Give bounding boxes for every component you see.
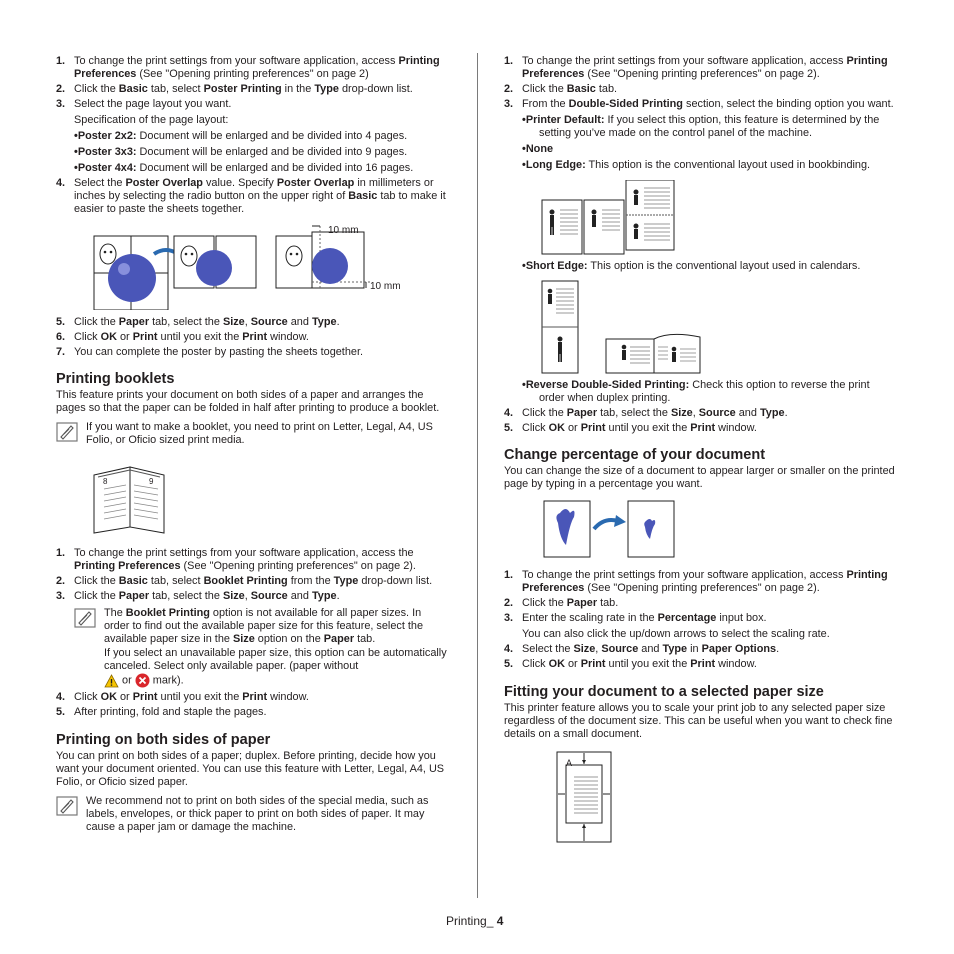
- text: ,: [692, 407, 699, 419]
- fitting-illustration: [556, 751, 612, 843]
- ui-term: Type: [662, 643, 688, 655]
- right-column: [504, 53, 896, 843]
- text: The: [104, 607, 126, 619]
- step-number: 5.: [504, 658, 514, 670]
- text: until you exit the: [157, 331, 243, 343]
- text: or: [116, 691, 133, 703]
- text: Click: [74, 691, 101, 703]
- text: tab.: [597, 597, 619, 609]
- booklet-step-1: [56, 547, 448, 573]
- ui-term: Print: [580, 658, 606, 670]
- text: Check this option to reverse the print order when duplex printing.: [539, 379, 870, 404]
- text: ,: [244, 316, 251, 328]
- step-number: 5.: [56, 706, 66, 718]
- long-edge-illustration: [540, 180, 680, 256]
- text: in millimeters or inches by selecting the radio button on the upper right of: [74, 177, 434, 202]
- both-sides-heading: Printing on both sides of paper: [56, 732, 271, 748]
- option-name: •Poster 2x2:: [74, 130, 137, 142]
- overlap-label-right: 10 mm: [370, 281, 401, 292]
- ui-term: Double-Sided Printing: [568, 98, 683, 110]
- text: Click: [74, 331, 101, 343]
- text: .: [776, 643, 780, 655]
- text: You can complete the poster by pasting the sheets together.: [74, 346, 363, 358]
- booklet-step-3: [56, 590, 448, 603]
- ui-term: Basic: [566, 83, 596, 95]
- step-number: 1.: [504, 569, 514, 581]
- both-sides-intro: You can print on both sides of a paper; duplex. Before printing, decide how you want your document oriented. You can use this feature with Letter, Legal, A4, US Folio, or Oficio sized paper.: [56, 750, 445, 788]
- text: Click the: [522, 597, 567, 609]
- ui-term: Basic: [118, 83, 148, 95]
- step-number: 1.: [56, 547, 66, 559]
- text: To change the print settings from your software application, access the: [74, 547, 414, 559]
- layout-spec-label: Specification of the page layout:: [74, 114, 229, 126]
- option-name: •Long Edge:: [522, 159, 586, 171]
- ui-term: Percentage: [657, 612, 717, 624]
- text: Click: [522, 658, 549, 670]
- ui-term: Print: [132, 331, 158, 343]
- ui-term: Print: [242, 331, 268, 343]
- text: (See "Opening printing preferences" on page 2).: [584, 68, 820, 80]
- poster-step-2: [56, 83, 448, 96]
- ui-term: Booklet Printing: [203, 575, 288, 587]
- poster-step-5: [56, 316, 448, 329]
- duplex-step-4: [504, 407, 896, 420]
- text: tab.: [595, 83, 618, 95]
- step-number: 2.: [56, 575, 66, 587]
- both-sides-note: [56, 795, 448, 834]
- option-name: •None: [522, 143, 554, 155]
- option-name: •Poster 3x3:: [74, 146, 137, 158]
- ui-term: Paper: [118, 316, 150, 328]
- text: Click the: [74, 83, 119, 95]
- percentage-step-1: [504, 569, 896, 595]
- percentage-heading: Change percentage of your document: [504, 447, 766, 463]
- text: Select the: [74, 177, 126, 189]
- duplex-step-3: [504, 98, 896, 111]
- booklet-step-5: [56, 706, 448, 719]
- ui-term: Size: [573, 643, 596, 655]
- step-number: 2.: [504, 83, 514, 95]
- booklet-step-2: [56, 575, 448, 588]
- ui-term: OK: [548, 422, 565, 434]
- text: This option is the conventional layout used in bookbinding.: [585, 159, 871, 171]
- note-icon: [56, 796, 78, 816]
- text: until you exit the: [157, 691, 243, 703]
- poster-3x3-item: [56, 146, 448, 159]
- percentage-illustration: [542, 499, 682, 559]
- long-edge-option: [504, 159, 896, 172]
- text: and: [735, 407, 760, 419]
- text: Document will be enlarged and be divided into 16 pages.: [136, 162, 414, 174]
- ui-term: Size: [232, 633, 255, 645]
- duplex-step-2: [504, 83, 896, 96]
- text: section, select the binding option you want.: [682, 98, 894, 110]
- option-name: •Printer Default:: [522, 114, 605, 126]
- poster-4x4-item: [56, 162, 448, 175]
- step-number: 4.: [504, 407, 514, 419]
- step-number: 1.: [504, 55, 514, 67]
- ui-term: Basic: [348, 190, 378, 202]
- long-edge-figure: [540, 180, 896, 256]
- text: mark).: [149, 674, 184, 687]
- fitting-page-letter: A: [566, 758, 573, 768]
- step-number: 6.: [56, 331, 66, 343]
- poster-step-1: [56, 55, 448, 81]
- ui-term: OK: [100, 691, 117, 703]
- text: or: [564, 658, 581, 670]
- poster-step-6: [56, 331, 448, 344]
- text: (See "Opening printing preferences" on page 2).: [180, 560, 416, 572]
- text: (See "Opening printing preferences" on page 2): [136, 68, 369, 80]
- percentage-figure: [542, 499, 896, 559]
- overlap-label-top: 10 mm: [328, 225, 359, 236]
- poster-assembled: [94, 236, 168, 310]
- ui-term: Size: [222, 590, 245, 602]
- ui-term: Printing Preferences: [74, 55, 440, 80]
- text: (See "Opening printing preferences" on page 2).: [584, 582, 820, 594]
- ui-term: Print: [580, 422, 606, 434]
- short-edge-illustration: [540, 279, 710, 375]
- text: option is not available for all paper sizes. In order to find out the available paper size for this feature, select the available paper size in the: [104, 607, 424, 645]
- fitting-figure: [556, 751, 896, 843]
- step-number: 7.: [56, 346, 66, 358]
- text: Select the page layout you want.: [74, 98, 232, 110]
- text: Click the: [522, 83, 567, 95]
- ui-term: Print: [690, 422, 716, 434]
- ui-term: OK: [548, 658, 565, 670]
- text: tab, select the: [597, 407, 671, 419]
- text: and: [638, 643, 663, 655]
- ui-term: Source: [250, 590, 288, 602]
- ui-term: Poster Overlap: [125, 177, 203, 189]
- poster-step-3: [56, 98, 448, 111]
- text: ,: [595, 643, 602, 655]
- note-icon: [56, 422, 78, 442]
- text: To change the print settings from your software application, access: [522, 55, 847, 67]
- text: or: [564, 422, 581, 434]
- ui-term: Poster Overlap: [276, 177, 355, 189]
- step-number: 4.: [504, 643, 514, 655]
- ui-term: Size: [222, 316, 245, 328]
- text: Select the: [522, 643, 574, 655]
- text: in the: [281, 83, 315, 95]
- long-edge-page-back: [626, 180, 674, 250]
- ui-term: Print: [242, 691, 268, 703]
- ui-term: Source: [601, 643, 639, 655]
- text: input box.: [716, 612, 767, 624]
- printer-default-option: [504, 114, 896, 140]
- ui-term: Printing Preferences: [522, 569, 888, 594]
- booklet-figure: [92, 465, 448, 535]
- text: Click the: [522, 407, 567, 419]
- text: in: [687, 643, 702, 655]
- ui-term: Type: [311, 590, 337, 602]
- text: or: [116, 331, 133, 343]
- text: If you select this option, this feature is determined by the setting you’ve made on the control panel of the machine.: [539, 114, 880, 139]
- short-edge-figure: [540, 279, 896, 375]
- ui-term: Type: [759, 407, 785, 419]
- text: and: [287, 590, 312, 602]
- step-number: 1.: [56, 55, 66, 67]
- poster-half-pages: [174, 236, 256, 288]
- text: After printing, fold and staple the pages.: [74, 706, 267, 718]
- text: tab, select the: [149, 316, 223, 328]
- footer-section-label: Printing_: [446, 914, 497, 928]
- text: and: [287, 316, 312, 328]
- short-edge-page-spread: [606, 334, 700, 373]
- option-name: •Short Edge:: [522, 260, 588, 272]
- ui-term: Printing Preferences: [522, 55, 888, 80]
- text: To change the print settings from your software application, access: [74, 55, 399, 67]
- note-icon: [74, 608, 96, 628]
- poster-illustration: [92, 224, 412, 310]
- short-edge-page-stack: [542, 281, 578, 373]
- ui-term: Size: [670, 407, 693, 419]
- text: Click the: [74, 575, 119, 587]
- text: or: [119, 674, 135, 687]
- booklet-page-left: 8: [103, 477, 108, 486]
- duplex-step-1: [504, 55, 896, 81]
- page-footer: [446, 915, 503, 928]
- text: Click the: [74, 590, 119, 602]
- fitting-intro: This printer feature allows you to scale your print job to any selected paper size regardless of the document size. This can be useful when you want to check fine details on a small document.: [504, 702, 893, 740]
- text: Document will be enlarged and be divided into 4 pages.: [136, 130, 408, 142]
- duplex-step-5: [504, 422, 896, 435]
- step-number: 5.: [504, 422, 514, 434]
- note-text: If you want to make a booklet, you need to print on Letter, Legal, A4, US Folio, or Oficio sized print media.: [86, 421, 433, 446]
- percentage-step-5: [504, 658, 896, 671]
- ui-term: Basic: [118, 575, 148, 587]
- text: from the: [287, 575, 334, 587]
- ui-term: Type: [333, 575, 359, 587]
- error-x-icon: [135, 673, 150, 688]
- ui-term: Type: [314, 83, 339, 95]
- ui-term: Paper: [323, 633, 355, 645]
- percentage-intro: You can change the size of a document to appear larger or smaller on the printed page by typing in a percentage you want.: [504, 465, 895, 490]
- fitting-heading: Fitting your document to a selected paper size: [504, 684, 824, 700]
- text: tab.: [354, 633, 376, 645]
- text: drop-down list.: [338, 83, 413, 95]
- text: This option is the conventional layout used in calendars.: [587, 260, 861, 272]
- step-number: 4.: [56, 691, 66, 703]
- ui-term: Print: [132, 691, 158, 703]
- ui-term: Paper: [566, 407, 598, 419]
- ui-term: Printing Preferences: [74, 560, 181, 572]
- text: Document will be enlarged and be divided into 9 pages.: [136, 146, 408, 158]
- text: tab to make it easier to paste the sheets together.: [74, 190, 446, 215]
- step-number: 3.: [504, 612, 514, 624]
- option-name: •Poster 4x4:: [74, 162, 137, 174]
- ui-term: Source: [698, 407, 736, 419]
- booklet-availability-note: [74, 607, 448, 688]
- percentage-step-3-sub: You can also click the up/down arrows to select the scaling rate.: [522, 628, 830, 640]
- ui-term: Paper: [566, 597, 598, 609]
- poster-step-7: [56, 346, 448, 359]
- text: From the: [522, 98, 569, 110]
- booklets-intro: This feature prints your document on both sides of a paper and arranges the pages so that the paper can be folded in half after printing to produce a booklet.: [56, 389, 440, 414]
- percentage-step-2: [504, 597, 896, 610]
- text: .: [784, 407, 788, 419]
- percentage-step-4: [504, 643, 896, 656]
- ui-term: Source: [250, 316, 288, 328]
- text: drop-down list.: [358, 575, 433, 587]
- text: Enter the scaling rate in the: [522, 612, 658, 624]
- column-divider: [477, 53, 478, 898]
- text: window.: [267, 691, 309, 703]
- text: If you select an unavailable paper size, this option can be automatically canceled. Select only available paper. (paper without: [104, 647, 447, 672]
- ui-term: OK: [100, 331, 117, 343]
- text: ,: [244, 590, 251, 602]
- text: To change the print settings from your software application, access: [522, 569, 847, 581]
- text: until you exit the: [605, 658, 691, 670]
- text: tab, select: [147, 575, 204, 587]
- note-text: We recommend not to print on both sides of the special media, such as labels, envelopes, or thick paper to print on both sides of paper. It may cause a paper jam or damage the machine.: [86, 795, 429, 833]
- poster-figure: [92, 224, 412, 310]
- text: value. Specify: [202, 177, 277, 189]
- ui-term: Poster Printing: [203, 83, 282, 95]
- text: Click the: [74, 316, 119, 328]
- step-number: 3.: [504, 98, 514, 110]
- ui-term: Booklet Printing: [125, 607, 210, 619]
- option-name: •Reverse Double-Sided Printing:: [522, 379, 690, 391]
- text: option on the: [254, 633, 324, 645]
- ui-term: Paper: [118, 590, 150, 602]
- ui-term: Paper Options: [701, 643, 777, 655]
- text: window.: [267, 331, 309, 343]
- poster-2x2-item: [56, 130, 448, 143]
- poster-step-4: [56, 177, 448, 216]
- left-column: [56, 53, 448, 834]
- text: .: [336, 590, 340, 602]
- page-number: 4: [496, 914, 504, 928]
- booklets-note: [56, 421, 448, 447]
- text: tab, select the: [149, 590, 223, 602]
- step-number: 2.: [56, 83, 66, 95]
- short-edge-option: [504, 260, 896, 273]
- step-number: 4.: [56, 177, 66, 189]
- percentage-step-3: [504, 612, 896, 625]
- ui-term: Type: [311, 316, 337, 328]
- text: until you exit the: [605, 422, 691, 434]
- text: tab, select: [147, 83, 204, 95]
- step-number: 5.: [56, 316, 66, 328]
- booklet-step-4: [56, 691, 448, 704]
- ui-term: Print: [690, 658, 716, 670]
- step-number: 2.: [504, 597, 514, 609]
- none-option: [504, 143, 896, 156]
- text: window.: [715, 422, 757, 434]
- long-edge-page-front: [542, 200, 624, 254]
- step-number: 3.: [56, 590, 66, 602]
- text: .: [336, 316, 340, 328]
- reverse-duplex-option: [504, 379, 896, 405]
- warning-icon: [104, 674, 119, 688]
- booklet-page-right: 9: [149, 477, 154, 486]
- text: window.: [715, 658, 757, 670]
- text: Click: [522, 422, 549, 434]
- booklets-heading: Printing booklets: [56, 371, 175, 387]
- step-number: 3.: [56, 98, 66, 110]
